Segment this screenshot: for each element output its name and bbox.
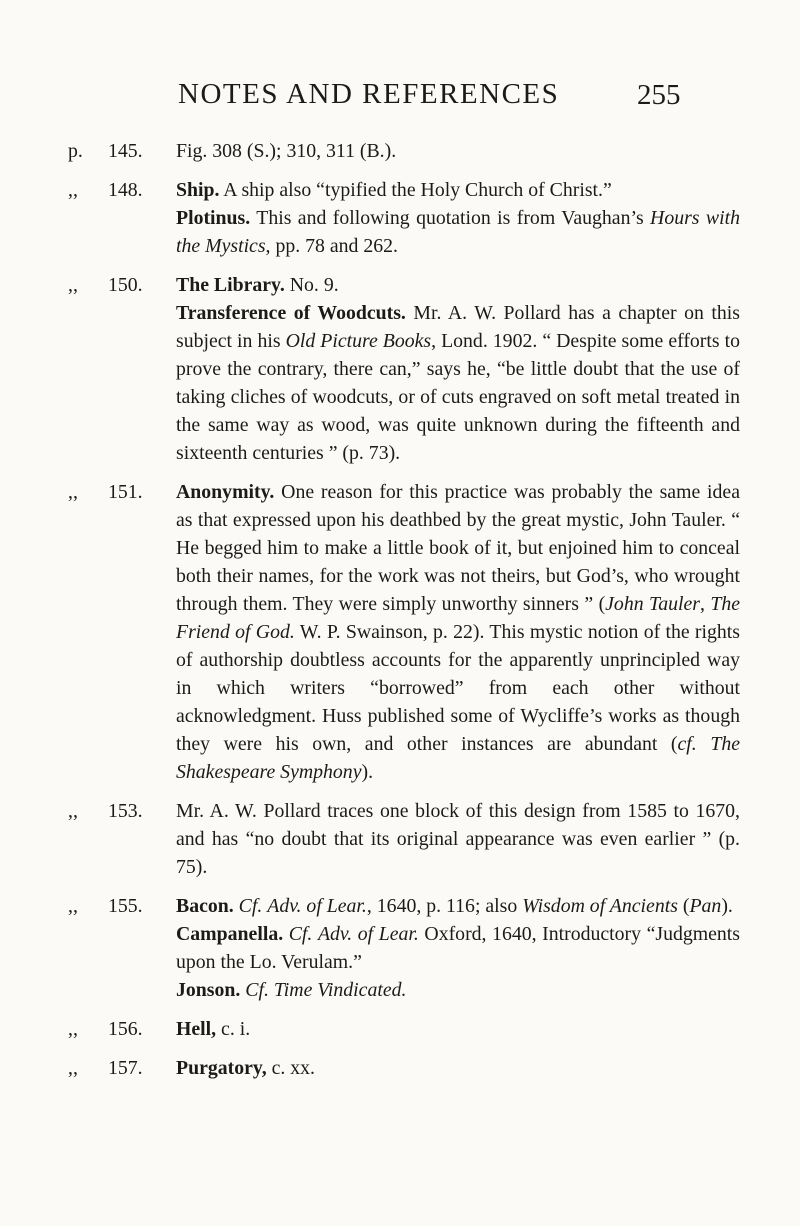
note-entry xyxy=(68,1054,740,1082)
italic-text: Adv. of Lear. xyxy=(267,895,367,917)
page-ref-number: 150. xyxy=(108,274,143,296)
note-text: c. xx. xyxy=(266,1057,315,1079)
page-title: NOTES AND REFERENCES xyxy=(178,78,560,110)
running-header xyxy=(0,78,800,118)
note-paragraph xyxy=(176,920,740,976)
note-paragraph xyxy=(176,1054,740,1082)
page-ref-number: 153. xyxy=(108,800,143,822)
note-entry xyxy=(68,1015,740,1043)
page-prefix: ,, xyxy=(68,895,78,917)
note-heading: Purgatory, xyxy=(176,1057,267,1079)
note-paragraph xyxy=(176,797,740,881)
notes-body xyxy=(68,137,740,1093)
note-paragraph xyxy=(176,892,740,920)
italic-text: Adv. of Lear. xyxy=(317,923,419,945)
note-paragraph xyxy=(176,1015,740,1043)
note-entry xyxy=(68,137,740,165)
page-reference xyxy=(68,271,176,299)
page-number: 255 xyxy=(637,79,681,111)
page-prefix: ,, xyxy=(68,179,78,201)
note-paragraph xyxy=(176,176,740,204)
note-text: , Lond. 1902. “ Despite some efforts to prove the contrary, there can,” says he, “be little doubt that the use of taking cliches of woodcuts, or of cuts engraved on soft metal treated in the same way as wood, was quite unknown during the fifteenth and sixteenth centuries ” (p. 73). xyxy=(176,330,740,464)
note-entry xyxy=(68,892,740,1004)
italic-text: Wisdom of Ancients xyxy=(522,895,678,917)
note-paragraph xyxy=(176,299,740,467)
italic-text: Pan xyxy=(689,895,722,917)
page-prefix: ,, xyxy=(68,1018,78,1040)
note-entry xyxy=(68,797,740,881)
note-text: One reason for this practice was probably the same idea as that expressed upon his deathbed by the great mystic, John Tauler. “ He begged him to make a little book of it, but enjoined him to conceal both their names, for the work was not theirs, but God’s, who wrought through them. They were simply unworthy sinners ” ( xyxy=(176,481,740,615)
page-ref-number: 151. xyxy=(108,481,143,503)
note-heading: Hell, xyxy=(176,1018,217,1040)
note-text: This and following quotation is from Vaughan’s xyxy=(250,207,651,229)
note-text: Fig. 308 (S.); 310, 311 (B.). xyxy=(176,140,397,162)
page-prefix: p. xyxy=(68,140,83,162)
page-reference xyxy=(68,1054,176,1082)
page-ref-number: 156. xyxy=(108,1018,143,1040)
page-prefix: ,, xyxy=(68,1057,78,1079)
page-reference xyxy=(68,176,176,204)
page-ref-number: 148. xyxy=(108,179,143,201)
note-paragraph xyxy=(176,271,740,299)
note-paragraph xyxy=(176,976,740,1004)
italic-text: Cf. xyxy=(238,895,263,917)
page-ref-number: 155. xyxy=(108,895,143,917)
note-text: A ship also “typified the Holy Church of Christ.” xyxy=(219,179,612,201)
note-text: No. 9. xyxy=(284,274,339,296)
note-heading: Transference of Woodcuts. xyxy=(176,302,406,324)
page-prefix: ,, xyxy=(68,481,78,503)
note-heading: Plotinus. xyxy=(176,207,251,229)
note-paragraph xyxy=(176,137,740,165)
note-text: ). xyxy=(361,761,374,783)
note-heading: The Library. xyxy=(176,274,285,296)
note-text xyxy=(697,733,711,755)
note-text: , 1640, p. 116; also xyxy=(366,895,523,917)
page-prefix: ,, xyxy=(68,800,78,822)
note-entry xyxy=(68,478,740,786)
page-ref-number: 145. xyxy=(108,140,143,162)
italic-text: cf. xyxy=(677,733,697,755)
note-text: ( xyxy=(677,895,690,917)
page-ref-number: 157. xyxy=(108,1057,143,1079)
note-text: , pp. 78 and 262. xyxy=(265,235,398,257)
note-text: c. i. xyxy=(216,1018,251,1040)
page-reference xyxy=(68,797,176,825)
note-text: Oxford, 1640, Introductory “Judgments upon the Lo. Verulam.” xyxy=(176,923,740,973)
note-paragraph xyxy=(176,478,740,786)
note-paragraph xyxy=(176,204,740,260)
italic-text: Hours with the Mystics xyxy=(176,207,740,257)
note-heading: Jonson. xyxy=(176,979,241,1001)
italic-text: The Friend of God. xyxy=(176,593,740,643)
note-text: W. P. Swainson, p. 22). This mystic notion of the rights of authorship doubtless accounts for the apparently unprincipled way in which writers “borrowed” from each other without acknowledgment. Huss published some of Wycliffe’s works as though they were his own, and other instances are abundant ( xyxy=(176,621,740,755)
italic-text: John Tauler xyxy=(605,593,700,615)
note-text: Mr. A. W. Pollard traces one block of this design from 1585 to 1670, and has “no doubt that its original appearance was even earlier ” (p. 75). xyxy=(176,800,740,878)
note-entry xyxy=(68,176,740,260)
page-reference xyxy=(68,137,176,165)
page-reference xyxy=(68,478,176,506)
note-text: Mr. A. W. Pollard has a chapter on this subject in his xyxy=(176,302,740,352)
page-prefix: ,, xyxy=(68,274,78,296)
italic-text: Old Picture Books xyxy=(285,330,432,352)
italic-text: Time Vindicated. xyxy=(273,979,407,1001)
italic-text: Cf. xyxy=(245,979,269,1001)
page-reference xyxy=(68,1015,176,1043)
note-heading: Bacon. xyxy=(176,895,234,917)
italic-text: Cf. xyxy=(288,923,313,945)
note-heading: Campanella. xyxy=(176,923,284,945)
note-entry xyxy=(68,271,740,467)
note-text: ). xyxy=(721,895,733,917)
page-reference xyxy=(68,892,176,920)
note-text: , xyxy=(699,593,711,615)
note-heading: Ship. xyxy=(176,179,220,201)
italic-text: The Shakespeare Symphony xyxy=(176,733,740,783)
note-heading: Anonymity. xyxy=(176,481,275,503)
